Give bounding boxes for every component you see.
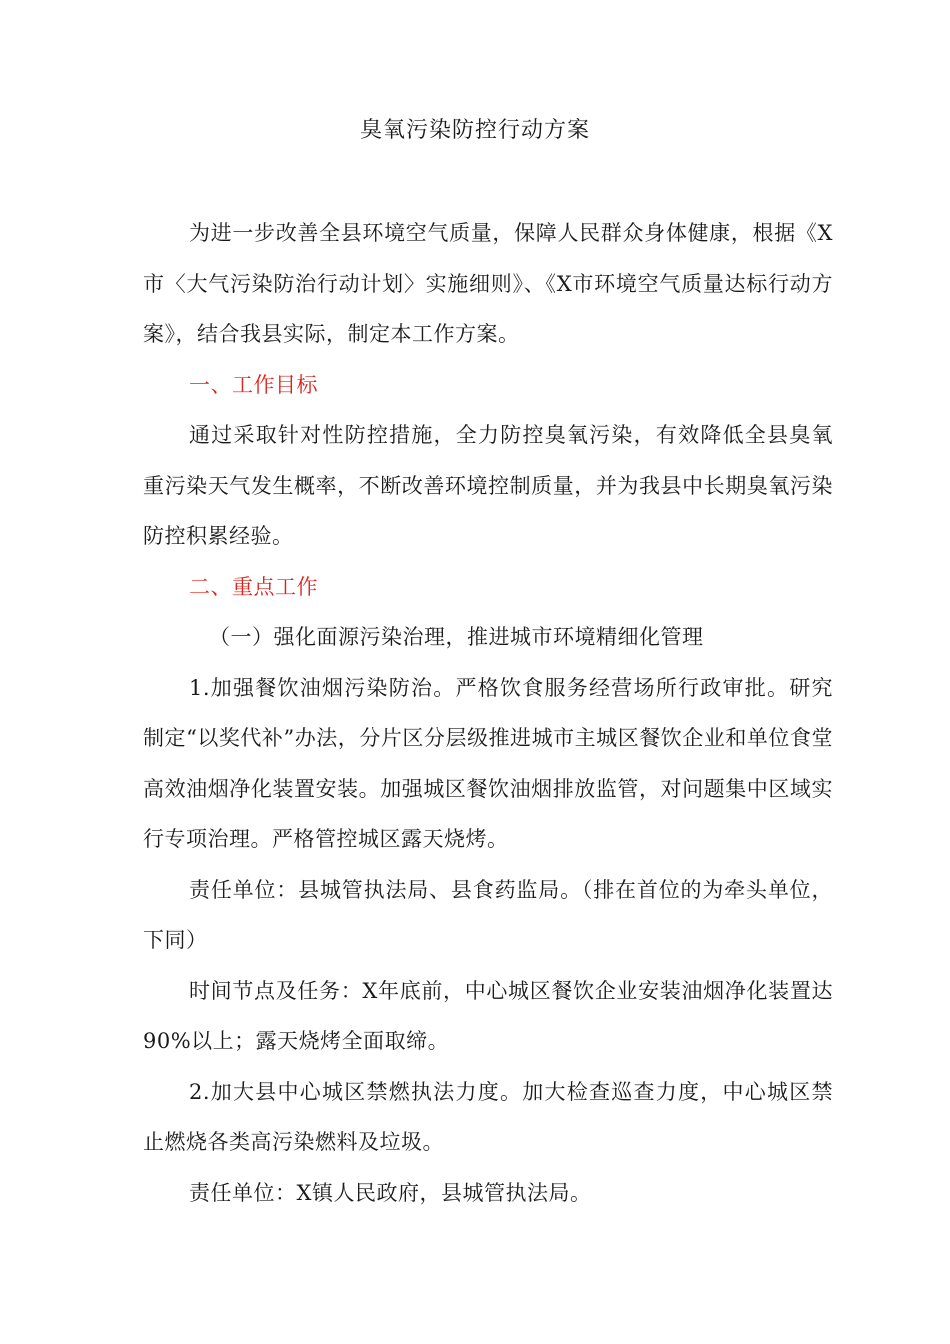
goals-paragraph: 通过采取针对性防控措施，全力防控臭氧污染，有效降低全县臭氧重污染天气发生概率，不断改善环境控制质量，并为我县中长期臭氧污染防控积累经验。 bbox=[143, 423, 833, 548]
item-2-paragraph: 2.加大县中心城区禁燃执法力度。加大检查巡查力度，中心城区禁止燃烧各类高污染燃料及垃圾。 bbox=[143, 1079, 833, 1154]
document-title: 臭氧污染防控行动方案 bbox=[359, 118, 590, 143]
item-1-responsible: 责任单位：县城管执法局、县食药监局。（排在首位的为牵头单位，下同） bbox=[143, 877, 833, 952]
intro-paragraph: 为进一步改善全县环境空气质量，保障人民群众身体健康，根据《X市〈大气污染防治行动计划〉实施细则》、《X市环境空气质量达标行动方案》，结合我县实际，制定本工作方案。 bbox=[143, 221, 833, 346]
item-1-timeline: 时间节点及任务：X年底前，中心城区餐饮企业安装油烟净化装置达90%以上；露天烧烤全面取缔。 bbox=[143, 978, 833, 1053]
section-heading-goals: 一、工作目标 bbox=[189, 372, 318, 397]
item-1-paragraph: 1.加强餐饮油烟污染防治。严格饮食服务经营场所行政审批。研究制定“以奖代补”办法，分片区分层级推进城市主城区餐饮企业和单位食堂高效油烟净化装置安装。加强城区餐饮油烟排放监管，对问题集中区域实行专项治理。严格管控城区露天烧烤。 bbox=[143, 675, 833, 851]
subsection-heading-1: （一）强化面源污染治理，推进城市环境精细化管理 bbox=[209, 625, 704, 649]
section-heading-key-work: 二、重点工作 bbox=[189, 574, 318, 599]
item-2-responsible: 责任单位：X镇人民政府，县城管执法局。 bbox=[189, 1180, 592, 1205]
document-body bbox=[143, 208, 833, 1218]
